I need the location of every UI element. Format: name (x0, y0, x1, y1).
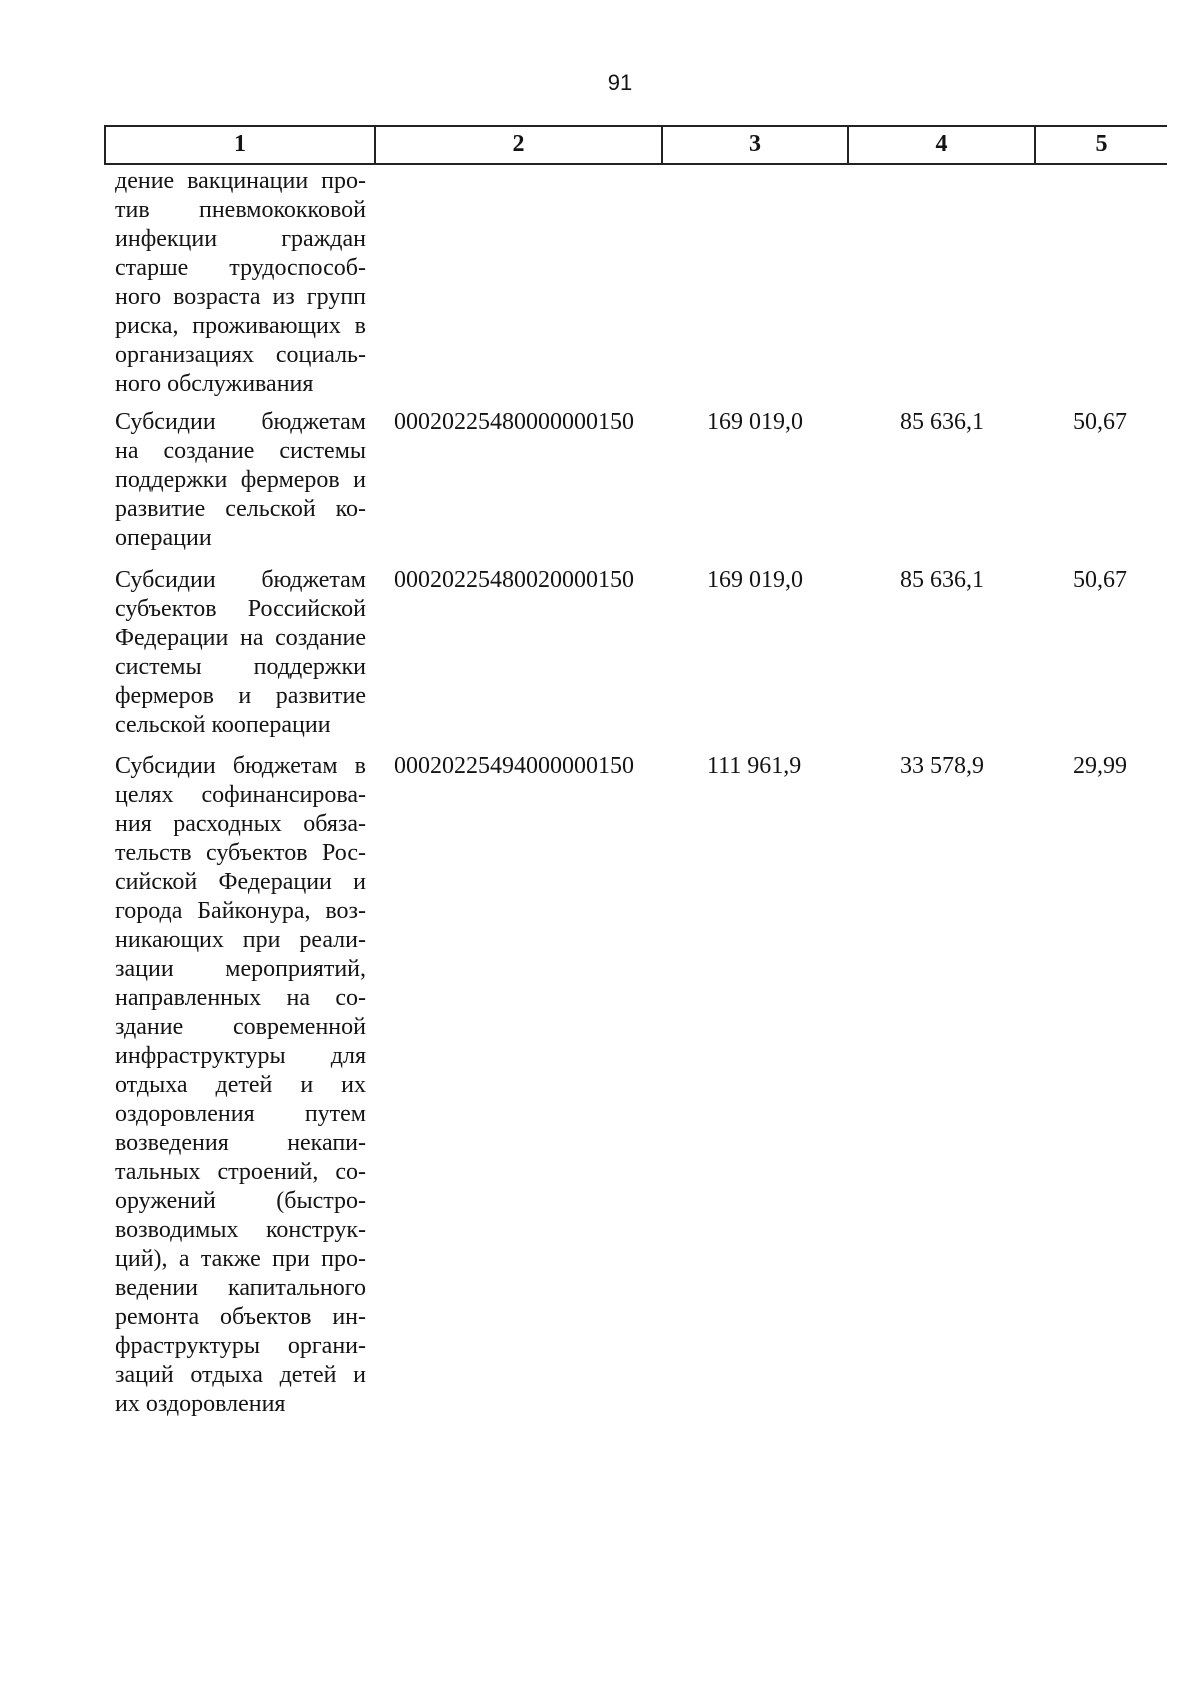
description-line: фермеров и развитие (115, 683, 366, 709)
row-description (115, 752, 366, 1419)
description-line: Субсидии бюджетам (115, 567, 366, 593)
description-line: поддержки фермеров и (115, 467, 366, 493)
column-header-2: 2 (376, 127, 663, 163)
description-line: ремонта объектов ин- (115, 1304, 366, 1330)
description-line: ного возраста из групп (115, 284, 366, 310)
column-header-3: 3 (663, 127, 849, 163)
col4-value: 85 636,1 (900, 409, 984, 435)
description-line: риска, проживающих в (115, 313, 366, 339)
description-line: старше трудоспособ- (115, 255, 366, 281)
description-line: субъектов Российской (115, 596, 366, 622)
description-line: тальных строений, со- (115, 1159, 366, 1185)
description-line: ведении капитального (115, 1275, 366, 1301)
description-line: сийской Федерации и (115, 869, 366, 895)
description-line: оружений (быстро- (115, 1188, 366, 1214)
column-header-4: 4 (849, 127, 1036, 163)
column-header-5: 5 (1095, 131, 1108, 157)
description-line: развитие сельской ко- (115, 496, 366, 522)
description-line: организациях социаль- (115, 342, 366, 368)
budget-code: 00020225480000000150 (394, 409, 634, 435)
description-line: сельской кооперации (115, 712, 331, 738)
description-line: Федерации на создание (115, 625, 366, 651)
row-description (115, 408, 366, 553)
row-description (115, 566, 366, 740)
description-line: здание современной (115, 1014, 366, 1040)
column-header-1: 1 (104, 127, 376, 163)
description-line: заций отдыха детей и (115, 1362, 366, 1388)
col5-percent: 50,67 (1073, 409, 1127, 435)
description-line: никающих при реали- (115, 927, 366, 953)
description-line: возводимых конструк- (115, 1217, 366, 1243)
description-line: целях софинансирова- (115, 782, 366, 808)
description-line: операции (115, 525, 212, 551)
col5-percent: 29,99 (1073, 753, 1127, 779)
page-number: 91 (607, 70, 633, 95)
description-line: направленных на со- (115, 985, 366, 1011)
description-line: ного обслуживания (115, 371, 314, 397)
description-line: Субсидии бюджетам в (115, 753, 366, 779)
description-line: на создание системы (115, 438, 366, 464)
row-description-continuation (115, 167, 366, 399)
description-line: Субсидии бюджетам (115, 409, 366, 435)
description-line: оздоровления путем (115, 1101, 366, 1127)
description-line: зации мероприятий, (115, 956, 366, 982)
description-line: ния расходных обяза- (115, 811, 366, 837)
description-line: дение вакцинации про- (115, 168, 366, 194)
budget-code: 00020225494000000150 (394, 753, 634, 779)
description-line: инфекции граждан (115, 226, 366, 252)
description-line: тив пневмококковой (115, 197, 366, 223)
col3-value: 111 961,9 (707, 753, 802, 779)
description-line: возведения некапи- (115, 1130, 366, 1156)
budget-code: 00020225480020000150 (394, 567, 634, 593)
description-line: инфраструктуры для (115, 1043, 366, 1069)
col4-value: 33 578,9 (900, 753, 984, 779)
description-line: фраструктуры органи- (115, 1333, 366, 1359)
col4-value: 85 636,1 (900, 567, 984, 593)
col5-percent: 50,67 (1073, 567, 1127, 593)
table-column-header (104, 125, 1167, 165)
description-line: их оздоровления (115, 1391, 286, 1417)
description-line: города Байконура, воз- (115, 898, 366, 924)
description-line: отдыха детей и их (115, 1072, 366, 1098)
description-line: ций), а также при про- (115, 1246, 366, 1272)
description-line: системы поддержки (115, 654, 366, 680)
col3-value: 169 019,0 (707, 409, 803, 435)
col3-value: 169 019,0 (707, 567, 803, 593)
description-line: тельств субъектов Рос- (115, 840, 366, 866)
